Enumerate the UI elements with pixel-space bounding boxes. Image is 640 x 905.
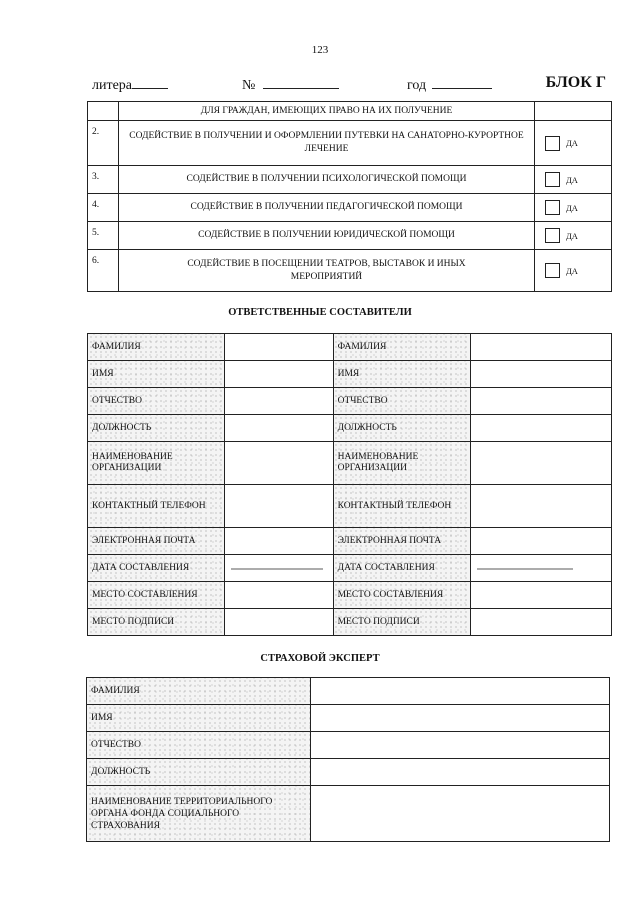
field-label: ИМЯ	[333, 361, 471, 388]
year-blank[interactable]	[432, 76, 492, 89]
field-label: ДОЛЖНОСТЬ	[87, 759, 311, 786]
field-label: ЭЛЕКТРОННАЯ ПОЧТА	[88, 528, 225, 555]
expert-row	[87, 678, 610, 705]
services-top-row	[88, 102, 612, 121]
responsible-row	[88, 361, 612, 388]
field-label: НАИМЕНОВАНИЕ ТЕРРИТОРИАЛЬНОГО ОРГАНА ФОНДА СОЦИАЛЬНОГО СТРАХОВАНИЯ	[87, 786, 311, 842]
litera-label: литера	[92, 78, 133, 93]
field-label: КОНТАКТНЫЙ ТЕЛЕФОН	[88, 485, 225, 528]
litera-blank[interactable]	[132, 76, 168, 89]
field-label: ДОЛЖНОСТЬ	[88, 415, 225, 442]
expert-table	[86, 677, 610, 842]
date-blank-line	[475, 561, 575, 575]
service-number: 3.	[88, 166, 119, 194]
field-label: МЕСТО СОСТАВЛЕНИЯ	[333, 582, 471, 609]
field-label: ФАМИЛИЯ	[88, 334, 225, 361]
field-label: ОТЧЕСТВО	[87, 732, 311, 759]
number-label: №	[242, 78, 256, 93]
service-text: СОДЕЙСТВИЕ В ПОЛУЧЕНИИ ЮРИДИЧЕСКОЙ ПОМОЩИ	[119, 222, 535, 250]
field-label: ДАТА СОСТАВЛЕНИЯ	[333, 555, 471, 582]
field-label: ОТЧЕСТВО	[333, 388, 471, 415]
field-value[interactable]	[471, 442, 612, 485]
date-blank-line-svg	[229, 561, 325, 571]
checkbox-label: ДА	[566, 230, 578, 241]
service-number: 6.	[88, 250, 119, 292]
expert-row	[87, 732, 610, 759]
responsible-row	[88, 388, 612, 415]
responsible-row	[88, 582, 612, 609]
field-label: ДАТА СОСТАВЛЕНИЯ	[88, 555, 225, 582]
field-value[interactable]	[224, 528, 333, 555]
block-label: БЛОК Г	[545, 74, 606, 91]
field-value[interactable]	[471, 609, 612, 636]
year-label: год	[407, 78, 427, 93]
litera-field[interactable]	[92, 76, 168, 94]
field-label: ЭЛЕКТРОННАЯ ПОЧТА	[333, 528, 471, 555]
field-value[interactable]	[471, 334, 612, 361]
field-value[interactable]	[224, 388, 333, 415]
responsible-row	[88, 528, 612, 555]
service-checkbox[interactable]	[545, 263, 560, 278]
field-value[interactable]	[471, 415, 612, 442]
service-row	[88, 222, 612, 250]
field-value[interactable]	[224, 582, 333, 609]
field-label: НАИМЕНОВАНИЕ ОРГАНИЗАЦИИ	[88, 442, 225, 485]
responsible-table	[87, 333, 612, 636]
service-text: СОДЕЙСТВИЕ В ПОЛУЧЕНИИ ПЕДАГОГИЧЕСКОЙ ПОМОЩИ	[119, 194, 535, 222]
service-row	[88, 194, 612, 222]
checkbox-label: ДА	[566, 138, 578, 148]
field-value[interactable]	[224, 485, 333, 528]
expert-title: СТРАХОВОЙ ЭКСПЕРТ	[260, 653, 380, 664]
responsible-row	[88, 415, 612, 442]
field-value[interactable]	[471, 528, 612, 555]
field-value[interactable]	[471, 388, 612, 415]
service-text: СОДЕЙСТВИЕ В ПОЛУЧЕНИИ И ОФОРМЛЕНИИ ПУТЕВКИ НА САНАТОРНО-КУРОРТНОЕ ЛЕЧЕНИЕ	[119, 121, 535, 166]
year-field[interactable]	[407, 76, 492, 94]
service-number: 5.	[88, 222, 119, 250]
field-value[interactable]	[224, 609, 333, 636]
field-value[interactable]	[224, 415, 333, 442]
date-blank-line-svg	[475, 561, 575, 571]
checkbox-label: ДА	[566, 174, 578, 185]
field-label: ОТЧЕСТВО	[88, 388, 225, 415]
field-value[interactable]	[310, 759, 609, 786]
service-row	[88, 166, 612, 194]
service-checkbox[interactable]	[545, 200, 560, 215]
service-checkbox[interactable]	[545, 172, 560, 187]
field-label: НАИМЕНОВАНИЕ ОРГАНИЗАЦИИ	[333, 442, 471, 485]
number-blank[interactable]	[263, 76, 339, 89]
field-label: ФАМИЛИЯ	[87, 678, 311, 705]
field-label: МЕСТО ПОДПИСИ	[333, 609, 471, 636]
field-label: МЕСТО ПОДПИСИ	[88, 609, 225, 636]
field-value[interactable]	[224, 361, 333, 388]
services-top-text: ДЛЯ ГРАЖДАН, ИМЕЮЩИХ ПРАВО НА ИХ ПОЛУЧЕНИЕ	[119, 102, 535, 121]
page-number: 123	[311, 44, 329, 56]
field-value[interactable]	[310, 705, 609, 732]
field-value[interactable]	[310, 786, 609, 842]
date-blank-line	[229, 561, 325, 575]
service-row	[88, 121, 612, 166]
service-row	[88, 250, 612, 292]
field-label: ДОЛЖНОСТЬ	[333, 415, 471, 442]
service-text: СОДЕЙСТВИЕ В ПОЛУЧЕНИИ ПСИХОЛОГИЧЕСКОЙ ПОМОЩИ	[119, 166, 535, 194]
service-checkbox[interactable]	[545, 228, 560, 243]
field-value[interactable]	[224, 334, 333, 361]
responsible-row	[88, 555, 612, 582]
service-number: 4.	[88, 194, 119, 222]
expert-row	[87, 786, 610, 842]
responsible-title: ОТВЕТСТВЕННЫЕ СОСТАВИТЕЛИ	[228, 307, 412, 318]
service-text: СОДЕЙСТВИЕ В ПОСЕЩЕНИИ ТЕАТРОВ, ВЫСТАВОК И ИНЫХ МЕРОПРИЯТИЙ	[119, 250, 535, 292]
field-label: КОНТАКТНЫЙ ТЕЛЕФОН	[333, 485, 471, 528]
number-field[interactable]	[242, 76, 339, 94]
field-label: ИМЯ	[88, 361, 225, 388]
field-value[interactable]	[224, 442, 333, 485]
services-table	[87, 101, 612, 292]
checkbox-label: ДА	[566, 202, 578, 213]
field-label: МЕСТО СОСТАВЛЕНИЯ	[88, 582, 225, 609]
responsible-row	[88, 334, 612, 361]
field-value[interactable]	[471, 361, 612, 388]
responsible-row	[88, 609, 612, 636]
date-field[interactable]	[471, 555, 612, 582]
field-value[interactable]	[310, 678, 609, 705]
responsible-row	[88, 442, 612, 485]
checkbox-label: ДА	[566, 265, 578, 276]
service-checkbox[interactable]	[545, 136, 560, 151]
expert-row	[87, 705, 610, 732]
responsible-row	[88, 485, 612, 528]
field-label: ИМЯ	[87, 705, 311, 732]
field-value[interactable]	[471, 582, 612, 609]
expert-row	[87, 759, 610, 786]
field-value[interactable]	[471, 485, 612, 528]
service-number: 2.	[88, 121, 119, 166]
field-value[interactable]	[310, 732, 609, 759]
date-field[interactable]	[224, 555, 333, 582]
field-label: ФАМИЛИЯ	[333, 334, 471, 361]
